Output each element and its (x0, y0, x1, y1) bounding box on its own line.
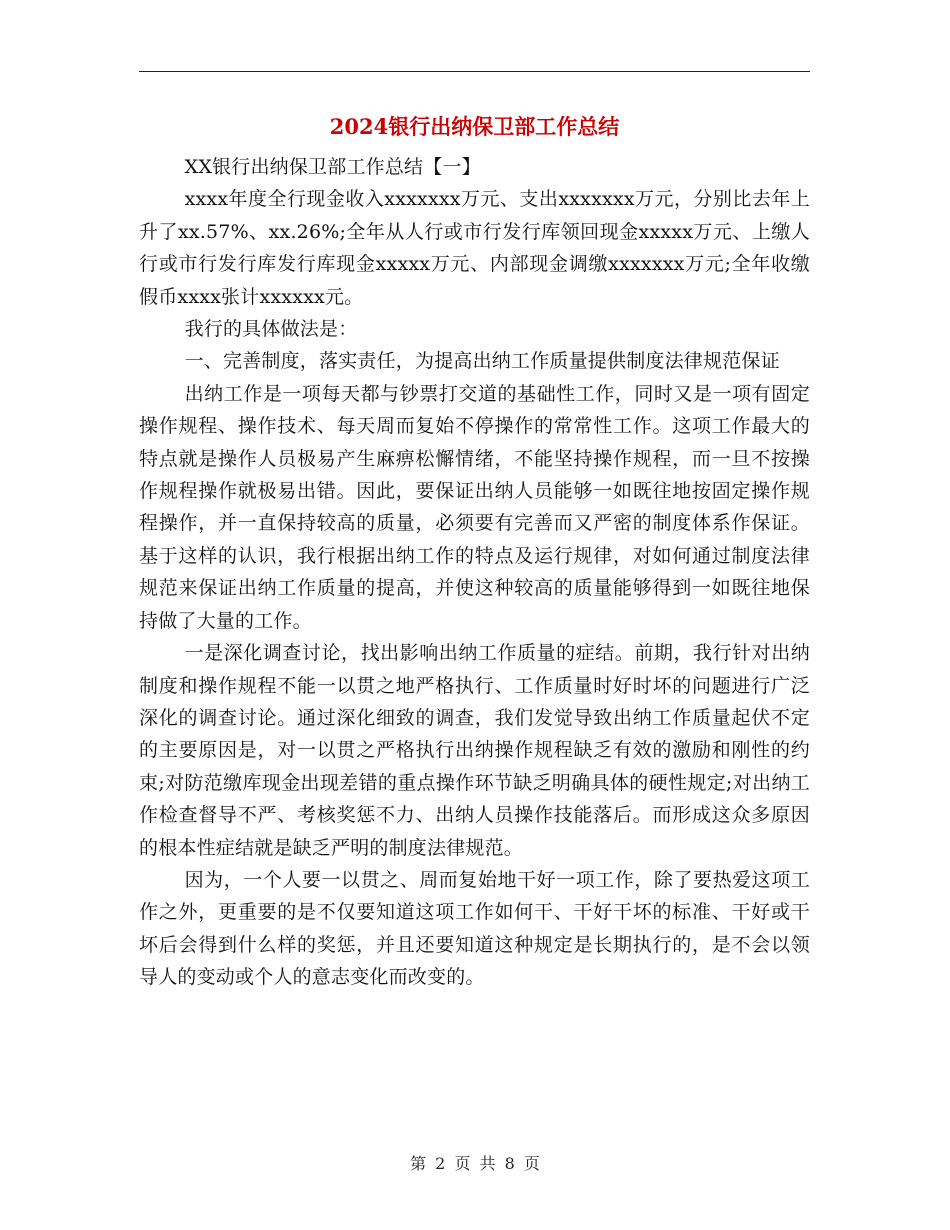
paragraph-intro: 我行的具体做法是： (184, 318, 358, 341)
document-body (139, 151, 810, 994)
document-title: 2024银行出纳保卫部工作总结 (329, 114, 620, 139)
section-heading: XX银行出纳保卫部工作总结【一】 (184, 156, 481, 178)
header-rule (139, 71, 810, 72)
paragraph-summary-figures: xxxx年度全行现金收入xxxxxxx万元、支出xxxxxxx万元，分别比去年上升了xx.57%、xx.26%;全年从人行或市行发行库领回现金xxxxx万元、上缴人行或市行发行库发行库现金xxxxx万元、内部现金调缴xxxxxxx万元;全年收缴假币xxxx张计xxxxxx元。 (139, 188, 810, 308)
paragraph-body: 因为，一个人要一以贯之、周而复始地干好一项工作，除了要热爱这项工作之外，更重要的是不仅要知道这项工作如何干、干好干坏的标准、干好或干坏后会得到什么样的奖惩，并且还要知道这种规定是长期执行的，是不会以领导人的变动或个人的意志变化而改变的。 (139, 868, 810, 989)
paragraph-body: 一是深化调查讨论，找出影响出纳工作质量的症结。前期，我行针对出纳制度和操作规程不能一以贯之地严格执行、工作质量时好时坏的问题进行广泛深化的调查讨论。通过深化细致的调查，我们发觉导致出纳工作质量起伏不定的主要原因是，对一以贯之严格执行出纳操作规程缺乏有效的激励和刚性的约束;对防范缴库现金出现差错的重点操作环节缺乏明确具体的硬性规定;对出纳工作检查督导不严、考核奖惩不力、出纳人员操作技能落后。而形成这众多原因的根本性症结就是缺乏严明的制度法律规范。 (139, 642, 810, 859)
page-footer: 第 2 页 共 8 页 (410, 1154, 540, 1173)
paragraph-body: 出纳工作是一项每天都与钞票打交道的基础性工作，同时又是一项有固定操作规程、操作技术、每天周而复始不停操作的常常性工作。这项工作最大的特点就是操作人员极易产生麻痹松懈情绪，不能坚持操作规程，而一旦不按操作规程操作就极易出错。因此，要保证出纳人员能够一如既往地按固定操作规程操作，并一直保持较高的质量，必须要有完善而又严密的制度体系作保证。基于这样的认识，我行根据出纳工作的特点及运行规律，对如何通过制度法律规范来保证出纳工作质量的提高，并使这种较高的质量能够得到一如既往地保持做了大量的工作。 (139, 382, 810, 632)
paragraph-point-one: 一、完善制度，落实责任，为提高出纳工作质量提供制度法律规范保证 (184, 350, 780, 373)
